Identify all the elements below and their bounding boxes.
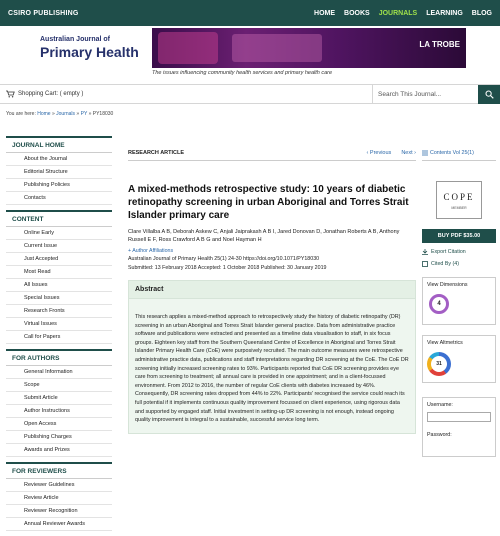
banner-artwork — [152, 28, 466, 68]
author-affiliations-toggle[interactable]: + Author Affiliations — [128, 248, 174, 254]
username-label: Username: — [427, 402, 453, 408]
nav-journals[interactable]: JOURNALS — [378, 9, 418, 17]
date-line: Submitted: 13 February 2018 Accepted: 1 October 2018 Published: 30 January 2019 — [128, 265, 327, 271]
search-button[interactable] — [478, 85, 500, 104]
cited-by-link[interactable] — [422, 261, 496, 267]
article-title: A mixed-methods retrospective study: 10 years of diabetic retinopathy screening in urban Aboriginal and Torres Strait Islander primary care — [128, 184, 409, 221]
sidebar-heading[interactable]: JOURNAL HOME — [6, 136, 112, 153]
sidebar-section-for-reviewers — [0, 462, 118, 531]
breadcrumb-journals[interactable]: Journals — [56, 111, 76, 117]
sidebar-item[interactable]: Scope — [6, 379, 112, 392]
contents-link[interactable] — [422, 150, 496, 161]
sidebar-item[interactable]: Most Read — [6, 266, 112, 279]
sidebar-item[interactable]: Current Issue — [6, 240, 112, 253]
cited-by-label: Cited By (4) — [431, 261, 459, 267]
banner-figure — [158, 32, 218, 64]
previous-link[interactable]: ‹ Previous — [366, 150, 392, 156]
sidebar-item[interactable]: Open Access — [6, 418, 112, 431]
sidebar-item[interactable]: Awards and Prizes — [6, 444, 112, 457]
logo-line-1: Australian Journal of — [40, 36, 111, 43]
article-strip — [128, 150, 416, 161]
sidebar-item[interactable]: Review Article — [6, 492, 112, 505]
nav-blog[interactable]: BLOG — [471, 9, 492, 17]
sidebar-heading[interactable]: FOR REVIEWERS — [6, 462, 112, 479]
cart-label: Shopping Cart: ( empty ) — [18, 91, 84, 97]
utility-bar — [0, 84, 500, 104]
sidebar-section-journal-home — [0, 136, 118, 205]
article-main — [128, 150, 416, 434]
contents-label: Contents Vol 25(1) — [430, 150, 474, 156]
cope-logo[interactable] — [436, 181, 482, 219]
next-link[interactable]: Next › — [401, 150, 416, 156]
sidebar-item[interactable]: Reviewer Guidelines — [6, 479, 112, 492]
sidebar-item[interactable]: Special Issues — [6, 292, 112, 305]
abstract-heading: Abstract — [129, 281, 415, 299]
sidebar-item[interactable]: Online Early — [6, 227, 112, 240]
login-box — [422, 397, 496, 457]
breadcrumb-current: PY18030 — [92, 111, 114, 117]
altmetric-box[interactable] — [422, 335, 496, 383]
previous-label: Previous — [369, 150, 392, 156]
next-label: Next — [401, 150, 413, 156]
cope-text: COPE — [443, 192, 475, 202]
search-icon — [485, 90, 494, 99]
abstract-text: This research applies a mixed-method approach to retrospectively study the history of diabetic retinopathy (DR) screening in an urban Aboriginal and Torres Strait Islander general practice. Data from administrative practice software and publications were extracted and presented as a timeline data visualisation to staff, in six focus groups. Eighteen key staff from the Southern Queensland Centre of Excellence in Aboriginal and Torres Strait Islander Primary Health Care (CoE) were purposively recruited. The main outcome measures were retrospective administrative practice data, publications and staff interpretations regarding DR screening at the CoE. The CoE DR screening initially increased screening rates to 93%. Participants reported that CoE DR screening provides eye care from screening to treatment; all annual care is provided in one appointment; and in a client-focussed environment. From 2012 to 2016, the number of regular CoE clients with diabetes increased by 46%. Consequently, DR screening rates dropped from 44% to 22%. Participants' recognised the service could reach its full potential if it implements continuous quality improvement focussed on client experience, using rigorous data and supported by engaged staff. Initial investment in setting-up DR screening is not enough, instead ongoing quality improvement is integral to a sustainable, successful service long term. — [135, 314, 409, 424]
banner-figure — [232, 34, 322, 62]
cart-icon — [6, 90, 15, 98]
author-list[interactable]: Clare Villalba A B, Deborah Askew C, Anjali Jaiprakash A B I, Jared Donovan D, Jonathan Roberts A B, Anthony Russell E F, Ross Crawford A B G and Noel Hayman H — [128, 229, 400, 243]
article-type-label: RESEARCH ARTICLE — [128, 150, 185, 156]
breadcrumb: You are here: Home » Journals » PY » PY18030 — [6, 111, 114, 117]
university-logo: LA TROBE — [419, 40, 460, 49]
sidebar-item[interactable]: Author Instructions — [6, 405, 112, 418]
cope-member-text: MEMBER — [451, 206, 467, 210]
export-citation-link[interactable] — [422, 249, 496, 255]
sidebar-item[interactable]: Editorial Structure — [6, 166, 112, 179]
nav-books[interactable]: BOOKS — [344, 9, 370, 17]
logo-line-2: Primary Health — [40, 44, 139, 60]
sidebar-item[interactable]: Publishing Policies — [6, 179, 112, 192]
altmetric-title: View Altmetrics — [427, 340, 463, 346]
nav-home[interactable]: HOME — [314, 9, 336, 17]
sidebar-item[interactable]: Contacts — [6, 192, 112, 205]
sidebar-heading[interactable]: CONTENT — [6, 210, 112, 227]
journal-banner — [38, 26, 466, 84]
dimensions-box[interactable] — [422, 277, 496, 325]
dimensions-title: View Dimensions — [427, 282, 468, 288]
search-input[interactable]: Search This Journal... — [372, 85, 478, 104]
export-label: Export Citation — [431, 249, 466, 255]
sidebar-item[interactable]: General Information — [6, 366, 112, 379]
journal-logo[interactable] — [38, 28, 152, 68]
list-icon — [422, 150, 428, 156]
username-field[interactable] — [427, 412, 491, 422]
top-nav-bar — [0, 0, 500, 26]
sidebar-section-for-authors — [0, 349, 118, 457]
sidebar-item[interactable]: Submit Article — [6, 392, 112, 405]
dimensions-badge[interactable]: 4 — [429, 294, 449, 314]
sidebar-item[interactable]: Call for Papers — [6, 331, 112, 344]
cited-by-icon — [422, 261, 428, 267]
breadcrumb-py[interactable]: PY — [80, 111, 88, 117]
export-icon — [422, 249, 428, 255]
main-nav — [314, 10, 492, 17]
password-label: Password: — [427, 432, 452, 438]
sidebar-item[interactable]: Reviewer Recognition — [6, 505, 112, 518]
sidebar-item[interactable]: Publishing Charges — [6, 431, 112, 444]
sidebar-item[interactable]: All Issues — [6, 279, 112, 292]
sidebar-item[interactable]: About the Journal — [6, 153, 112, 166]
citation-line[interactable]: Australian Journal of Primary Health 25(1) 24-30 https://doi.org/10.1071/PY18030 — [128, 256, 320, 262]
right-panel — [422, 150, 496, 457]
breadcrumb-prefix: You are here: — [6, 111, 36, 117]
sidebar-item[interactable]: Virtual Issues — [6, 318, 112, 331]
brand-name[interactable]: CSIRO PUBLISHING — [8, 9, 79, 17]
sidebar-heading[interactable]: FOR AUTHORS — [6, 349, 112, 366]
buy-pdf-button[interactable]: BUY PDF $35.00 — [422, 229, 496, 243]
altmetric-badge[interactable] — [427, 352, 451, 376]
altmetric-score: 31 — [431, 356, 447, 372]
shopping-cart[interactable] — [6, 90, 83, 98]
breadcrumb-home[interactable]: Home — [37, 111, 51, 117]
abstract-panel — [128, 280, 416, 434]
journal-tagline: The issues influencing community health services and primary health care — [152, 70, 333, 76]
sidebar-item[interactable]: Research Fronts — [6, 305, 112, 318]
nav-learning[interactable]: LEARNING — [426, 9, 463, 17]
sidebar-item[interactable]: Annual Reviewer Awards — [6, 518, 112, 531]
sidebar-section-content — [0, 210, 118, 344]
sidebar-item[interactable]: Just Accepted — [6, 253, 112, 266]
sidebar — [0, 136, 118, 536]
